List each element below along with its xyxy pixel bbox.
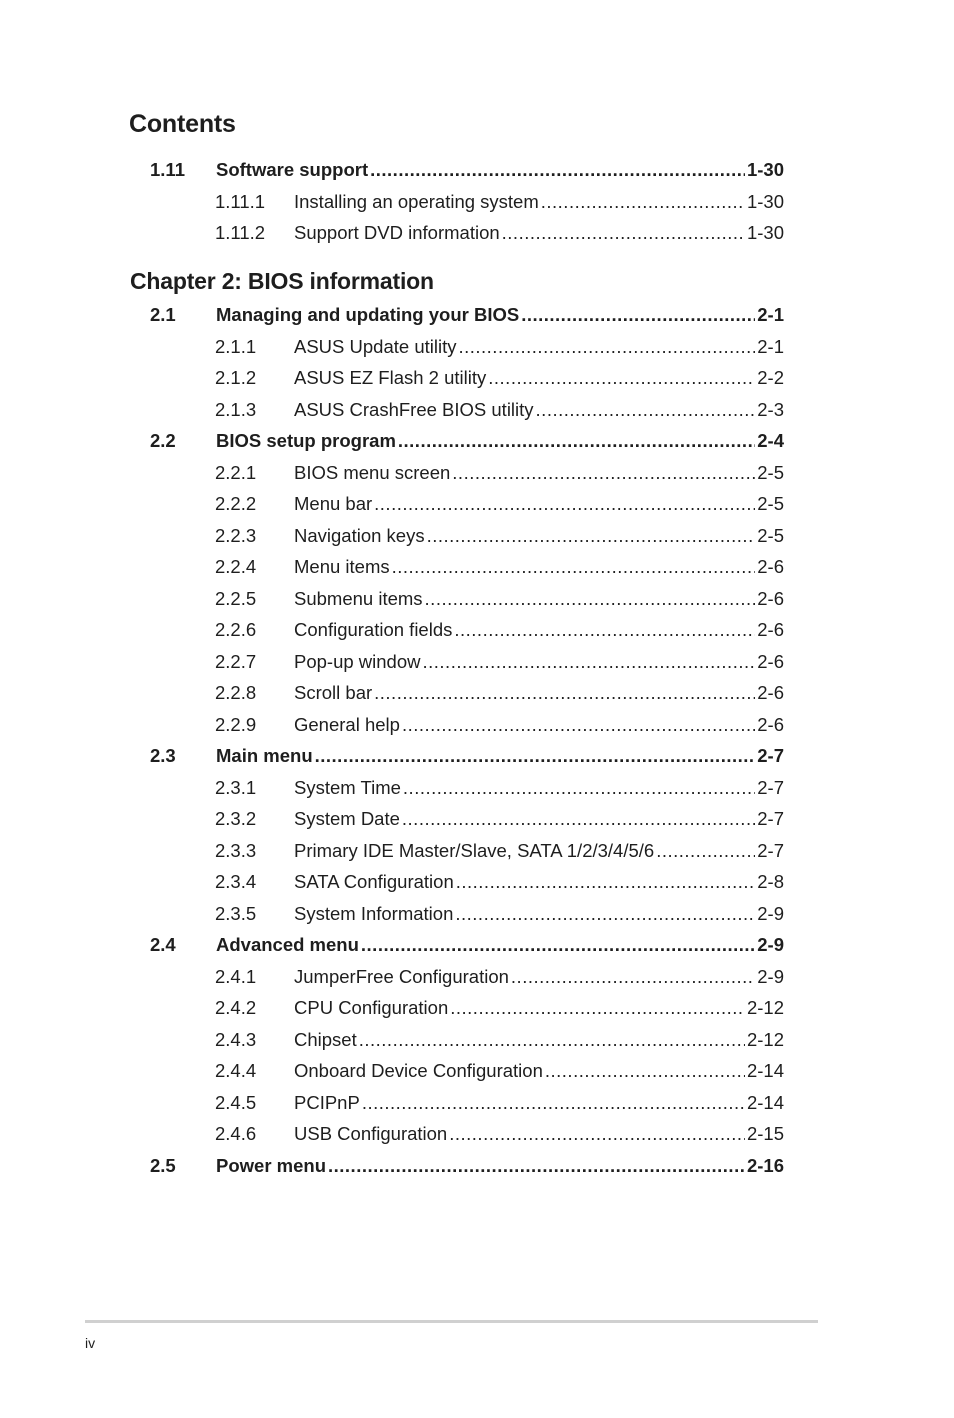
toc-subsection-entry (150, 460, 784, 486)
toc-subsection-entry (150, 869, 784, 895)
toc-entry-title: SATA Configuration (294, 871, 454, 892)
toc-entry-number: 1.11.2 (215, 222, 266, 243)
toc-entry-number: 2.2.4 (215, 556, 257, 577)
toc-subsection-entry (150, 1027, 784, 1053)
toc-entry-number: 2.4.4 (215, 1060, 257, 1081)
chapter-2-heading: Chapter 2: BIOS information (130, 268, 434, 294)
toc-subsection-entry (150, 586, 784, 612)
toc-entry-number: 2.2.8 (215, 682, 257, 703)
toc-entry-title: Software support (216, 159, 369, 180)
toc-entry-title: JumperFree Configuration (294, 965, 509, 987)
toc-subsection-entry (150, 838, 784, 864)
toc-entry-page: 1-30 (746, 159, 784, 180)
toc-dot-leader (425, 586, 756, 612)
toc-dot-leader (392, 554, 756, 580)
toc-entry-number: 2.2 (150, 430, 176, 451)
toc-entry-page: 2-14 (746, 1091, 784, 1113)
toc-entry-page: 2-1 (757, 335, 784, 357)
toc-entry-number: 2.1 (150, 304, 176, 325)
toc-entry-page: 2-8 (757, 871, 784, 892)
toc-dot-leader (328, 1153, 745, 1179)
toc-section-entry (150, 302, 784, 328)
toc-entry-page: 2-5 (757, 524, 784, 546)
toc-entry-page: 2-6 (757, 556, 784, 577)
toc-entry-title: Submenu items (294, 587, 423, 609)
toc-entry-number: 2.4.6 (215, 1123, 257, 1144)
toc-entry-page: 2-6 (757, 619, 784, 640)
toc-subsection-entry (150, 189, 784, 215)
toc-dot-leader (502, 220, 745, 246)
toc-entry-page: 2-7 (757, 776, 784, 798)
page-title: Contents (129, 110, 236, 138)
toc-entry-page: 2-6 (757, 713, 784, 735)
toc-entry-title: Installing an operating system (294, 190, 539, 212)
toc-dot-leader (402, 712, 755, 738)
toc-entry-page: 2-6 (757, 650, 784, 672)
toc-dot-leader (423, 649, 756, 675)
toc-entry-title: Menu bar (294, 493, 373, 514)
toc-dot-leader (455, 901, 755, 927)
toc-dot-leader (488, 365, 755, 391)
toc-entry-page: 2-1 (757, 304, 784, 325)
toc-section-entry (150, 932, 784, 958)
toc-entry-page: 2-12 (746, 997, 784, 1018)
toc-entry-title: Onboard Device Configuration (294, 1060, 543, 1081)
toc-entry-page: 2-12 (746, 1028, 784, 1050)
toc-entry-number: 2.3.3 (215, 839, 257, 861)
toc-entry-number: 2.4.5 (215, 1091, 257, 1113)
toc-dot-leader (458, 334, 755, 360)
toc-subsection-entry (150, 964, 784, 990)
toc-entry-title: USB Configuration (294, 1123, 448, 1144)
toc-subsection-entry (150, 712, 784, 738)
toc-entry-page: 1-30 (746, 190, 784, 212)
toc-dot-leader (374, 491, 755, 517)
toc-dot-leader (656, 838, 755, 864)
toc-subsection-entry (150, 220, 784, 246)
toc-dot-leader (536, 397, 756, 423)
toc-dot-leader (541, 189, 745, 215)
toc-entry-number: 2.4.2 (215, 997, 257, 1018)
toc-dot-leader (403, 775, 755, 801)
toc-entry-title: Main menu (216, 745, 313, 766)
toc-entry-page: 2-4 (757, 430, 784, 451)
toc-entry-page: 2-6 (757, 587, 784, 609)
toc-subsection-entry (150, 554, 784, 580)
toc-dot-leader (370, 157, 745, 183)
toc-entry-title: BIOS setup program (216, 430, 396, 451)
toc-entry-page: 2-2 (757, 367, 784, 388)
toc-entry-number: 2.3.2 (215, 808, 257, 829)
toc-dot-leader (452, 460, 755, 486)
toc-entry-title: CPU Configuration (294, 997, 449, 1018)
toc-subsection-entry (150, 617, 784, 643)
toc-entry-number: 2.1.3 (215, 398, 257, 420)
toc-entry-title: System Date (294, 808, 400, 829)
toc-entry-page: 2-6 (757, 682, 784, 703)
toc-entry-number: 2.2.1 (215, 461, 257, 483)
toc-entry-number: 2.2.3 (215, 524, 257, 546)
toc-entry-title: System Time (294, 776, 401, 798)
toc-entry-title: BIOS menu screen (294, 461, 451, 483)
toc-entry-number: 2.2.6 (215, 619, 257, 640)
toc-entry-number: 2.2.7 (215, 650, 257, 672)
toc-dot-leader (402, 806, 755, 832)
toc-entry-page: 1-30 (746, 222, 784, 243)
toc-subsection-entry (150, 491, 784, 517)
toc-entry-number: 2.5 (150, 1154, 176, 1176)
toc-dot-leader (521, 302, 755, 328)
toc-subsection-entry (150, 1058, 784, 1084)
toc-entry-page: 2-14 (746, 1060, 784, 1081)
toc-entry-number: 2.3.1 (215, 776, 257, 798)
toc-entry-page: 2-9 (757, 965, 784, 987)
toc-subsection-entry (150, 995, 784, 1021)
toc-entry-number: 2.1.1 (215, 335, 257, 357)
toc-entry-title: Managing and updating your BIOS (216, 304, 520, 325)
toc-entry-page: 2-15 (746, 1123, 784, 1144)
toc-entry-page: 2-7 (757, 839, 784, 861)
toc-subsection-entry (150, 365, 784, 391)
toc-entry-title: Menu items (294, 556, 390, 577)
toc-entry-page: 2-5 (757, 493, 784, 514)
toc-subsection-entry (150, 1121, 784, 1147)
toc-dot-leader (427, 523, 756, 549)
footer-page-number: iv (85, 1335, 96, 1351)
toc-dot-leader (545, 1058, 745, 1084)
toc-entry-page: 2-3 (757, 398, 784, 420)
toc-subsection-entry (150, 775, 784, 801)
toc-subsection-entry (150, 523, 784, 549)
toc-dot-leader (361, 932, 755, 958)
toc-entry-number: 2.3 (150, 745, 176, 766)
toc-entry-page: 2-5 (757, 461, 784, 483)
toc-subsection-entry (150, 680, 784, 706)
toc-entry-number: 1.11 (150, 159, 185, 180)
toc-entry-title: Scroll bar (294, 682, 373, 703)
toc-entry-title: ASUS Update utility (294, 335, 457, 357)
toc-entry-title: Chipset (294, 1028, 357, 1050)
toc-entry-number: 2.3.5 (215, 902, 257, 924)
toc-entry-title: Configuration fields (294, 619, 453, 640)
toc-section-entry (150, 1153, 784, 1179)
toc-entry-number: 2.3.4 (215, 871, 257, 892)
toc-entry-number: 1.11.1 (215, 190, 266, 212)
toc-entry-title: Support DVD information (294, 222, 500, 243)
toc-subsection-entry (150, 334, 784, 360)
toc-entry-title: Primary IDE Master/Slave, SATA 1/2/3/4/5/6 (294, 839, 655, 861)
toc-subsection-entry (150, 806, 784, 832)
toc-entry-number: 2.4.1 (215, 965, 257, 987)
toc-entry-page: 2-7 (757, 808, 784, 829)
toc-dot-leader (454, 617, 755, 643)
toc-subsection-entry (150, 901, 784, 927)
toc-entry-number: 2.4.3 (215, 1028, 257, 1050)
toc-dot-leader (359, 1027, 745, 1053)
toc-entry-number: 2.2.2 (215, 493, 257, 514)
toc-entry-title: Pop-up window (294, 650, 421, 672)
toc-dot-leader (374, 680, 755, 706)
toc-entry-title: ASUS EZ Flash 2 utility (294, 367, 487, 388)
footer-divider (85, 1320, 818, 1323)
toc-entry-page: 2-9 (757, 902, 784, 924)
toc-subsection-entry (150, 397, 784, 423)
toc-entry-title: General help (294, 713, 400, 735)
toc-entry-page: 2-7 (757, 745, 784, 766)
toc-entry-number: 2.1.2 (215, 367, 257, 388)
toc-dot-leader (456, 869, 756, 895)
toc-entry-title: Navigation keys (294, 524, 425, 546)
toc-section-entry (150, 428, 784, 454)
toc-entry-title: System Information (294, 902, 454, 924)
toc-dot-leader (362, 1090, 745, 1116)
toc-entry-title: Advanced menu (216, 934, 359, 955)
toc-dot-leader (449, 1121, 745, 1147)
toc-entry-title: PCIPnP (294, 1091, 360, 1113)
toc-entry-page: 2-9 (757, 934, 784, 955)
toc-section-entry (150, 157, 784, 183)
toc-subsection-entry (150, 1090, 784, 1116)
toc-subsection-entry (150, 649, 784, 675)
toc-section-entry (150, 743, 784, 769)
toc-entry-page: 2-16 (746, 1154, 784, 1176)
toc-entry-number: 2.2.9 (215, 713, 257, 735)
toc-entry-title: Power menu (216, 1154, 326, 1176)
toc-dot-leader (450, 995, 745, 1021)
toc-dot-leader (315, 743, 756, 769)
toc-entry-number: 2.4 (150, 934, 176, 955)
toc-dot-leader (511, 964, 755, 990)
toc-entry-number: 2.2.5 (215, 587, 257, 609)
toc-entry-title: ASUS CrashFree BIOS utility (294, 398, 534, 420)
toc-dot-leader (398, 428, 755, 454)
